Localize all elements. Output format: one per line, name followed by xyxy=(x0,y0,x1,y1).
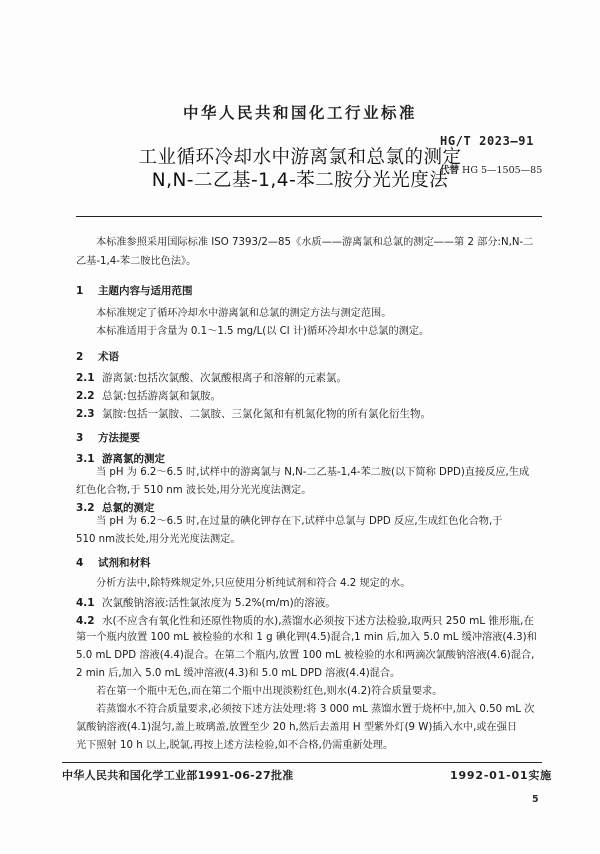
item-4-2-paragraph-2-line-2: 氯酸钠溶液(4.1)混匀,盖上玻璃盖,放置至少 20 h,然后去盖用 H 型紫外灯(9 W)插入水中,或在强日 xyxy=(76,722,518,733)
term-2-2 xyxy=(76,388,221,403)
section-number: 3 xyxy=(76,432,84,444)
section-1-paragraph-2: 本标准适用于含量为 0.1～1.5 mg/L(以 Cl 计)循环冷却水中总氯的测定。 xyxy=(96,326,430,337)
item-text: 氯胺:包括一氯胺、二氯胺、三氯化氮和有机氮化物的所有氯化衍生物。 xyxy=(102,408,432,420)
subsection-3-2-line-2: 510 nm波长处,用分光光度法测定。 xyxy=(76,534,241,545)
item-number: 3.2 xyxy=(76,502,95,514)
section-1-paragraph-1: 本标准规定了循环冷却水中游离氯和总氯的测定方法与测定范围。 xyxy=(96,308,392,319)
subsection-title: 游离氯的测定 xyxy=(102,453,165,465)
item-4-2-line-2: 第一个瓶内放置 100 mL 被检验的水和 1 g 碘化钾(4.5)混合,1 min 后,加入 5.0 mL 缓冲溶液(4.3)和 xyxy=(76,632,537,643)
section-title: 方法提要 xyxy=(98,432,140,444)
document-title-line-2: N,N-二乙基-1,4-苯二胺分光光度法 xyxy=(151,170,449,191)
intro-line-1: 本标准参照采用国际标准 ISO 7393/2—85《水质——游离氯和总氯的测定——第 2 部分:N,N-二 xyxy=(96,237,534,248)
item-number: 2.3 xyxy=(76,408,95,420)
ministry-standard-heading: 中华人民共和国化工行业标准 xyxy=(182,104,417,122)
item-4-1 xyxy=(76,595,336,610)
item-number: 2.1 xyxy=(76,372,95,384)
item-number: 2.2 xyxy=(76,390,95,402)
section-title: 术语 xyxy=(98,351,119,363)
replaces-label: 代替 xyxy=(440,165,460,176)
document-title-line-1: 工业循环冷却水中游离氯和总氯的测定 xyxy=(138,147,462,168)
item-4-2-line-3: 5.0 mL DPD 溶液(4.4)混合。在第二个瓶内,放置 100 mL 被检验的水和两滴次氯酸钠溶液(4.6)混合, xyxy=(76,650,535,661)
section-title: 主题内容与适用范围 xyxy=(98,285,193,297)
section-4-heading xyxy=(76,555,151,570)
standard-number: HG/T 2023—91 xyxy=(440,134,534,148)
item-number: 4.2 xyxy=(76,615,95,627)
intro-line-2: 乙基-1,4-苯二胺比色法》。 xyxy=(76,256,197,267)
subsection-3-1-heading xyxy=(76,451,165,466)
item-number: 3.1 xyxy=(76,453,95,465)
item-number: 4.1 xyxy=(76,597,95,609)
term-2-3 xyxy=(76,406,431,421)
subsection-3-2-line-1: 当 pH 为 6.2～6.5 时,在过量的碘化钾存在下,试样中总氯与 DPD 反应,生成红色化合物,于 xyxy=(96,516,503,527)
item-4-2-paragraph-1: 若在第一个瓶中无色,而在第二个瓶中出现淡粉红色,则水(4.2)符合质量要求。 xyxy=(96,686,443,697)
subsection-3-2-heading xyxy=(76,500,155,515)
header-divider xyxy=(76,216,542,217)
section-title: 试剂和材料 xyxy=(98,557,151,569)
item-text: 游离氯:包括次氯酸、次氯酸根离子和溶解的元素氯。 xyxy=(102,372,348,384)
implementation-date: 1992-01-01实施 xyxy=(450,769,552,782)
item-text: 水(不应含有氧化性和还原性物质的水),蒸馏水必须按下述方法检验,取两只 250 mL 锥形瓶,在 xyxy=(102,615,534,627)
replaces-value: HG 5—1505—85 xyxy=(462,165,543,176)
page-number: 5 xyxy=(532,794,539,805)
subsection-title: 总氯的测定 xyxy=(102,502,155,514)
item-4-2-paragraph-2-line-3: 光下照射 10 h 以上,脱氯,再按上述方法检验,如不合格,仍需重新处理。 xyxy=(76,740,394,751)
section-1-heading xyxy=(76,283,193,298)
item-text: 总氯:包括游离氯和氯胺。 xyxy=(102,390,222,402)
subsection-3-1-line-2: 红色化合物,于 510 nm 波长处,用分光光度法测定。 xyxy=(76,485,312,496)
item-4-2-line-4: 2 min 后,加入 5.0 mL 缓冲溶液(4.3)和 5.0 mL DPD 溶液(4.4)混合。 xyxy=(76,668,401,679)
footer-divider xyxy=(62,762,542,763)
section-3-heading xyxy=(76,430,140,445)
subsection-3-1-line-1: 当 pH 为 6.2～6.5 时,试样中的游离氯与 N,N-二乙基-1,4-苯二胺(以下简称 DPD)直接反应,生成 xyxy=(96,467,530,478)
term-2-1 xyxy=(76,370,347,385)
section-number: 4 xyxy=(76,557,84,569)
item-4-2-line-1 xyxy=(76,613,534,628)
replaces-standard xyxy=(440,162,542,176)
approval-statement: 中华人民共和国化学工业部1991-06-27批准 xyxy=(62,769,294,782)
section-number: 2 xyxy=(76,351,84,363)
section-number: 1 xyxy=(76,285,84,297)
section-4-intro: 分析方法中,除特殊规定外,只应使用分析纯试剂和符合 4.2 规定的水。 xyxy=(96,578,411,589)
item-text: 次氯酸钠溶液:活性氯浓度为 5.2%(m/m)的溶液。 xyxy=(102,597,336,609)
item-4-2-paragraph-2-line-1: 若蒸馏水不符合质量要求,必须按下述方法处理:将 3 000 mL 蒸馏水置于烧杯中,加入 0.50 mL 次 xyxy=(96,704,535,715)
section-2-heading xyxy=(76,349,119,364)
